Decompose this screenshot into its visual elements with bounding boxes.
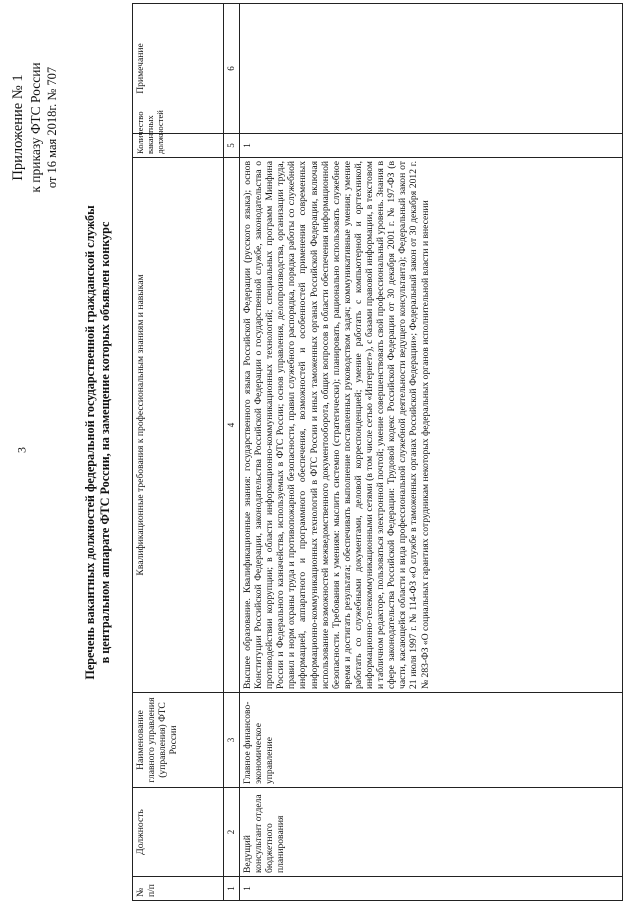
appendix-order: к приказу ФТС России — [28, 62, 43, 193]
appendix-block — [10, 15, 61, 240]
column-numbers-row — [224, 4, 240, 901]
header-requirements: Квалификационные требования к профессиональным знаниям и навыкам — [133, 158, 224, 693]
row-position: Ведущий консультант отдела бюджетного планирования — [240, 788, 623, 877]
column-number: 4 — [224, 158, 240, 693]
document-title — [83, 130, 113, 755]
table-header-row — [133, 4, 224, 901]
table-row — [240, 4, 623, 901]
header-department: Наименование главного управления (управления) ФТС России — [133, 693, 224, 788]
header-note: Примечание — [133, 4, 224, 134]
header-count: Количество вакантных должностей — [133, 134, 224, 158]
row-count: 1 — [240, 134, 623, 158]
column-number: 3 — [224, 693, 240, 788]
column-number: 2 — [224, 788, 240, 877]
column-number: 6 — [224, 4, 240, 134]
page-number: 3 — [14, 447, 29, 453]
title-line-2: в центральном аппарате ФТС России, на замещение которых объявлен конкурс — [98, 221, 112, 664]
header-position: Должность — [133, 788, 224, 877]
appendix-title: Приложение № 1 — [10, 74, 26, 181]
row-requirements: Высшее образование. Квалификационные знания: государственного языка Российской Федерации (русского языка); основ Конституции Российской Федерации, законодательства Российской Федерации о государственной службе, законодательства о противодействии коррупции; в области информационно-коммуникационных технологий; специальных программ Минфина России и Федерального казначейства, используемых в ФТС России; основ управления, делопроизводства, организации труда, правил и норм охраны труда и противопожарной безопасности, правил служебного распорядка, порядка работы со служебной информацией, аппаратного и программного обеспечения, возможностей и особенностей применения современных информационно-коммуникационных технологий в ФТС России и иных таможенных органах Российской Федерации, включая использование возможностей межведомственного документооборота, общих вопросов в области обеспечения информационной безопасности. Требования к умениям: мыслить системно (стратегически); планировать, рационально использовать служебное время и достигать результата; обеспечивать выполнение поставленных руководством задач; коммуникативные умения; умение работать со служебными документами, деловой корреспонденцией; умение работать с компьютерной и оргтехникой, информационно-телекоммуникационными сетями (в том числе сетью «Интернет»), с базами правовой информации, в текстовом и табличном редакторе, пользоваться электронной почтой; умение совершенствовать свой профессиональный уровень. Знания в сфере законодательства Российской Федерации: Трудовой кодекс Российской Федерации от 30 декабря 2001 г. № 197-ФЗ (в части, касающейся области и вида профессиональной служебной деятельности ведущего консультанта); Федеральный закон от 21 июля 1997 г. № 114-ФЗ «О службе в таможенных органах Российской Федерации»; Федеральный закон от 30 декабря 2012 г. № 283-ФЗ «О социальных гарантиях сотрудникам некоторых федеральных органов исполнительной власти и внесении — [240, 158, 623, 693]
row-department: Главное финансово-экономическое управление — [240, 693, 623, 788]
vacancies-table — [132, 3, 623, 901]
title-line-1: Перечень вакантных должностей федеральной государственной гражданской службы — [83, 205, 97, 680]
row-num: 1 — [240, 877, 623, 901]
column-number: 5 — [224, 134, 240, 158]
header-num: № п/п — [133, 877, 224, 901]
appendix-date: от 16 мая 2018г. № 707 — [45, 66, 59, 189]
row-note — [240, 4, 623, 134]
column-number: 1 — [224, 877, 240, 901]
